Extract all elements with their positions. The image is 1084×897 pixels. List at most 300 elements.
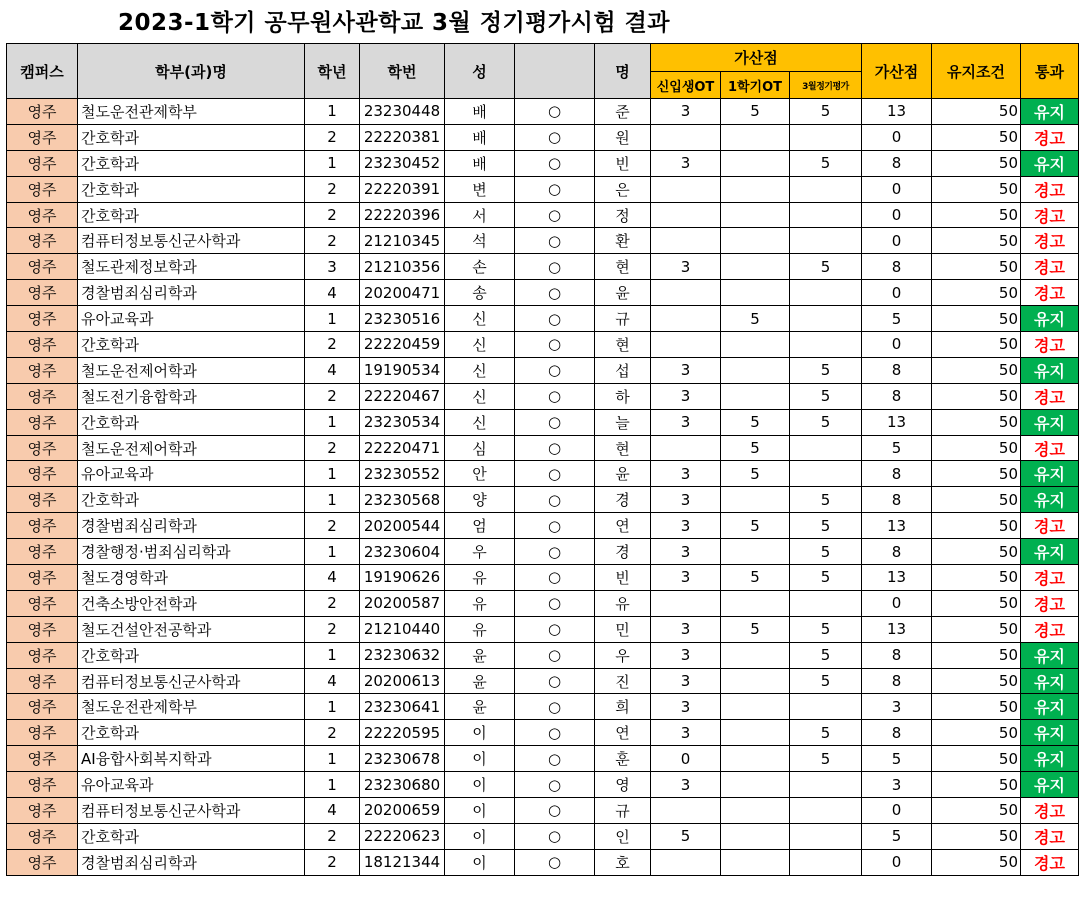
grade-cell: 4 [305, 668, 360, 694]
bonus-march-exam-cell [790, 306, 862, 332]
bonus-march-exam-cell [790, 332, 862, 358]
bonus-freshman-ot-cell: 0 [651, 746, 721, 772]
table-row [7, 823, 1079, 849]
campus-cell: 영주 [7, 616, 78, 642]
bonus-freshman-ot-cell: 3 [651, 642, 721, 668]
keep-condition-cell: 50 [932, 642, 1021, 668]
pass-status-cell: 경고 [1021, 332, 1079, 358]
keep-condition-cell: 50 [932, 539, 1021, 565]
table-row [7, 306, 1079, 332]
masked-name-cell: ○ [515, 616, 595, 642]
bonus-march-exam-cell [790, 435, 862, 461]
bonus-march-exam-cell: 5 [790, 565, 862, 591]
given-name-cell: 환 [595, 228, 651, 254]
dept-cell: 간호학과 [78, 487, 305, 513]
student-id-cell: 22220459 [360, 332, 445, 358]
student-id-cell: 22220396 [360, 202, 445, 228]
bonus-march-exam-cell: 5 [790, 720, 862, 746]
grade-cell: 2 [305, 176, 360, 202]
bonus-semester-ot-cell: 5 [721, 616, 790, 642]
surname-cell: 우 [445, 539, 515, 565]
masked-name-cell: ○ [515, 332, 595, 358]
given-name-cell: 하 [595, 383, 651, 409]
bonus-freshman-ot-cell [651, 435, 721, 461]
table-row [7, 487, 1079, 513]
bonus-freshman-ot-cell: 5 [651, 823, 721, 849]
surname-cell: 변 [445, 176, 515, 202]
surname-cell: 이 [445, 798, 515, 824]
dept-cell: 간호학과 [78, 332, 305, 358]
masked-name-cell: ○ [515, 513, 595, 539]
surname-cell: 신 [445, 306, 515, 332]
dept-cell: 컴퓨터정보통신군사학과 [78, 798, 305, 824]
pass-status-cell: 유지 [1021, 772, 1079, 798]
dept-cell: 철도운전제어학과 [78, 435, 305, 461]
bonus-total-cell: 0 [862, 849, 932, 875]
bonus-march-exam-cell: 5 [790, 99, 862, 125]
keep-condition-cell: 50 [932, 590, 1021, 616]
bonus-freshman-ot-cell: 3 [651, 461, 721, 487]
surname-cell: 이 [445, 849, 515, 875]
given-name-cell: 호 [595, 849, 651, 875]
bonus-total-cell: 5 [862, 746, 932, 772]
student-id-cell: 22220471 [360, 435, 445, 461]
bonus-semester-ot-cell [721, 823, 790, 849]
surname-cell: 신 [445, 383, 515, 409]
pass-status-cell: 경고 [1021, 383, 1079, 409]
surname-cell: 유 [445, 565, 515, 591]
bonus-freshman-ot-cell: 3 [651, 694, 721, 720]
table-row [7, 383, 1079, 409]
surname-cell: 유 [445, 590, 515, 616]
keep-condition-cell: 50 [932, 823, 1021, 849]
bonus-march-exam-cell [790, 823, 862, 849]
student-id-cell: 21210356 [360, 254, 445, 280]
bonus-total-cell: 13 [862, 616, 932, 642]
pass-status-cell: 경고 [1021, 823, 1079, 849]
campus-cell: 영주 [7, 435, 78, 461]
bonus-semester-ot-cell [721, 668, 790, 694]
given-name-cell: 연 [595, 513, 651, 539]
header-given-name: 명 [595, 44, 651, 99]
campus-cell: 영주 [7, 565, 78, 591]
bonus-march-exam-cell [790, 590, 862, 616]
bonus-total-cell: 5 [862, 823, 932, 849]
bonus-semester-ot-cell [721, 383, 790, 409]
masked-name-cell: ○ [515, 668, 595, 694]
surname-cell: 양 [445, 487, 515, 513]
dept-cell: 간호학과 [78, 642, 305, 668]
table-row [7, 202, 1079, 228]
dept-cell: 철도전기융합학과 [78, 383, 305, 409]
campus-cell: 영주 [7, 668, 78, 694]
masked-name-cell: ○ [515, 176, 595, 202]
given-name-cell: 규 [595, 798, 651, 824]
student-id-cell: 23230568 [360, 487, 445, 513]
grade-cell: 1 [305, 539, 360, 565]
bonus-freshman-ot-cell: 3 [651, 720, 721, 746]
bonus-march-exam-cell: 5 [790, 254, 862, 280]
bonus-march-exam-cell: 5 [790, 487, 862, 513]
given-name-cell: 윤 [595, 461, 651, 487]
campus-cell: 영주 [7, 823, 78, 849]
pass-status-cell: 유지 [1021, 150, 1079, 176]
table-row [7, 461, 1079, 487]
given-name-cell: 정 [595, 202, 651, 228]
table-row [7, 280, 1079, 306]
grade-cell: 1 [305, 694, 360, 720]
keep-condition-cell: 50 [932, 616, 1021, 642]
pass-status-cell: 유지 [1021, 694, 1079, 720]
header-blank [515, 44, 595, 99]
bonus-march-exam-cell: 5 [790, 668, 862, 694]
given-name-cell: 인 [595, 823, 651, 849]
masked-name-cell: ○ [515, 849, 595, 875]
table-row [7, 539, 1079, 565]
campus-cell: 영주 [7, 746, 78, 772]
keep-condition-cell: 50 [932, 99, 1021, 125]
campus-cell: 영주 [7, 409, 78, 435]
pass-status-cell: 경고 [1021, 435, 1079, 461]
header-campus: 캠퍼스 [7, 44, 78, 99]
student-id-cell: 23230448 [360, 99, 445, 125]
given-name-cell: 빈 [595, 565, 651, 591]
grade-cell: 2 [305, 616, 360, 642]
dept-cell: 경찰범죄심리학과 [78, 849, 305, 875]
bonus-march-exam-cell [790, 280, 862, 306]
bonus-march-exam-cell: 5 [790, 383, 862, 409]
bonus-total-cell: 0 [862, 280, 932, 306]
surname-cell: 엄 [445, 513, 515, 539]
bonus-semester-ot-cell: 5 [721, 306, 790, 332]
masked-name-cell: ○ [515, 228, 595, 254]
bonus-semester-ot-cell [721, 642, 790, 668]
campus-cell: 영주 [7, 798, 78, 824]
masked-name-cell: ○ [515, 694, 595, 720]
grade-cell: 1 [305, 99, 360, 125]
grade-cell: 2 [305, 435, 360, 461]
bonus-semester-ot-cell: 5 [721, 409, 790, 435]
table-row [7, 694, 1079, 720]
given-name-cell: 진 [595, 668, 651, 694]
bonus-total-cell: 8 [862, 668, 932, 694]
keep-condition-cell: 50 [932, 772, 1021, 798]
surname-cell: 이 [445, 823, 515, 849]
grade-cell: 2 [305, 202, 360, 228]
header-grade: 학년 [305, 44, 360, 99]
grade-cell: 1 [305, 306, 360, 332]
student-id-cell: 22220623 [360, 823, 445, 849]
surname-cell: 송 [445, 280, 515, 306]
given-name-cell: 우 [595, 642, 651, 668]
given-name-cell: 현 [595, 435, 651, 461]
page-title: 2023-1학기 공무원사관학교 3월 정기평가시험 결과 [118, 10, 671, 36]
given-name-cell: 늘 [595, 409, 651, 435]
header-bonus-march-exam: 3월정기평가 [790, 72, 862, 99]
bonus-semester-ot-cell [721, 280, 790, 306]
surname-cell: 손 [445, 254, 515, 280]
bonus-freshman-ot-cell [651, 202, 721, 228]
student-id-cell: 22220391 [360, 176, 445, 202]
bonus-march-exam-cell: 5 [790, 539, 862, 565]
table-row [7, 409, 1079, 435]
surname-cell: 심 [445, 435, 515, 461]
pass-status-cell: 유지 [1021, 668, 1079, 694]
bonus-total-cell: 13 [862, 99, 932, 125]
bonus-total-cell: 8 [862, 150, 932, 176]
bonus-total-cell: 5 [862, 435, 932, 461]
bonus-semester-ot-cell [721, 772, 790, 798]
bonus-march-exam-cell: 5 [790, 150, 862, 176]
pass-status-cell: 경고 [1021, 513, 1079, 539]
student-id-cell: 23230678 [360, 746, 445, 772]
grade-cell: 4 [305, 798, 360, 824]
pass-status-cell: 유지 [1021, 539, 1079, 565]
pass-status-cell: 경고 [1021, 280, 1079, 306]
grade-cell: 1 [305, 642, 360, 668]
bonus-freshman-ot-cell: 3 [651, 487, 721, 513]
given-name-cell: 현 [595, 254, 651, 280]
campus-cell: 영주 [7, 539, 78, 565]
masked-name-cell: ○ [515, 202, 595, 228]
pass-status-cell: 경고 [1021, 202, 1079, 228]
bonus-semester-ot-cell [721, 487, 790, 513]
given-name-cell: 유 [595, 590, 651, 616]
grade-cell: 4 [305, 565, 360, 591]
header-dept: 학부(과)명 [78, 44, 305, 99]
bonus-total-cell: 0 [862, 202, 932, 228]
campus-cell: 영주 [7, 228, 78, 254]
grade-cell: 1 [305, 487, 360, 513]
bonus-total-cell: 8 [862, 461, 932, 487]
pass-status-cell: 유지 [1021, 461, 1079, 487]
bonus-freshman-ot-cell: 3 [651, 409, 721, 435]
surname-cell: 이 [445, 746, 515, 772]
table-row [7, 746, 1079, 772]
keep-condition-cell: 50 [932, 409, 1021, 435]
grade-cell: 2 [305, 590, 360, 616]
masked-name-cell: ○ [515, 746, 595, 772]
student-id-cell: 22220381 [360, 124, 445, 150]
dept-cell: 철도운전관제학부 [78, 694, 305, 720]
surname-cell: 서 [445, 202, 515, 228]
keep-condition-cell: 50 [932, 565, 1021, 591]
grade-cell: 2 [305, 124, 360, 150]
given-name-cell: 희 [595, 694, 651, 720]
table-row [7, 513, 1079, 539]
pass-status-cell: 경고 [1021, 228, 1079, 254]
student-id-cell: 20200613 [360, 668, 445, 694]
campus-cell: 영주 [7, 280, 78, 306]
bonus-total-cell: 13 [862, 565, 932, 591]
bonus-total-cell: 0 [862, 798, 932, 824]
bonus-total-cell: 0 [862, 332, 932, 358]
surname-cell: 배 [445, 99, 515, 125]
bonus-freshman-ot-cell: 3 [651, 539, 721, 565]
table-row [7, 565, 1079, 591]
header-bonus-freshman-ot: 신입생OT [651, 72, 721, 99]
dept-cell: 유아교육과 [78, 306, 305, 332]
bonus-march-exam-cell [790, 176, 862, 202]
table-row [7, 668, 1079, 694]
campus-cell: 영주 [7, 332, 78, 358]
surname-cell: 배 [445, 150, 515, 176]
bonus-total-cell: 8 [862, 720, 932, 746]
surname-cell: 신 [445, 409, 515, 435]
bonus-march-exam-cell: 5 [790, 746, 862, 772]
keep-condition-cell: 50 [932, 849, 1021, 875]
bonus-freshman-ot-cell [651, 590, 721, 616]
surname-cell: 유 [445, 616, 515, 642]
bonus-semester-ot-cell [721, 357, 790, 383]
bonus-march-exam-cell: 5 [790, 357, 862, 383]
student-id-cell: 22220467 [360, 383, 445, 409]
bonus-freshman-ot-cell: 3 [651, 150, 721, 176]
bonus-freshman-ot-cell: 3 [651, 357, 721, 383]
keep-condition-cell: 50 [932, 513, 1021, 539]
dept-cell: 간호학과 [78, 150, 305, 176]
keep-condition-cell: 50 [932, 150, 1021, 176]
bonus-freshman-ot-cell: 3 [651, 383, 721, 409]
bonus-semester-ot-cell: 5 [721, 99, 790, 125]
pass-status-cell: 유지 [1021, 642, 1079, 668]
student-id-cell: 19190534 [360, 357, 445, 383]
pass-status-cell: 유지 [1021, 99, 1079, 125]
grade-cell: 1 [305, 746, 360, 772]
bonus-march-exam-cell [790, 798, 862, 824]
table-row [7, 616, 1079, 642]
student-id-cell: 19190626 [360, 565, 445, 591]
grade-cell: 2 [305, 332, 360, 358]
masked-name-cell: ○ [515, 150, 595, 176]
dept-cell: 철도운전제어학과 [78, 357, 305, 383]
dept-cell: 컴퓨터정보통신군사학과 [78, 228, 305, 254]
given-name-cell: 규 [595, 306, 651, 332]
pass-status-cell: 경고 [1021, 616, 1079, 642]
bonus-semester-ot-cell [721, 720, 790, 746]
keep-condition-cell: 50 [932, 228, 1021, 254]
bonus-total-cell: 8 [862, 254, 932, 280]
bonus-freshman-ot-cell: 3 [651, 668, 721, 694]
bonus-semester-ot-cell [721, 254, 790, 280]
given-name-cell: 원 [595, 124, 651, 150]
bonus-total-cell: 0 [862, 176, 932, 202]
student-id-cell: 18121344 [360, 849, 445, 875]
table-row [7, 254, 1079, 280]
bonus-semester-ot-cell: 5 [721, 435, 790, 461]
bonus-semester-ot-cell [721, 124, 790, 150]
campus-cell: 영주 [7, 99, 78, 125]
student-id-cell: 23230516 [360, 306, 445, 332]
bonus-semester-ot-cell [721, 539, 790, 565]
campus-cell: 영주 [7, 306, 78, 332]
grade-cell: 2 [305, 513, 360, 539]
masked-name-cell: ○ [515, 124, 595, 150]
given-name-cell: 빈 [595, 150, 651, 176]
bonus-freshman-ot-cell [651, 228, 721, 254]
student-id-cell: 23230552 [360, 461, 445, 487]
page-title-bar [0, 0, 1084, 42]
student-id-cell: 23230534 [360, 409, 445, 435]
masked-name-cell: ○ [515, 409, 595, 435]
bonus-total-cell: 0 [862, 124, 932, 150]
grade-cell: 4 [305, 357, 360, 383]
masked-name-cell: ○ [515, 565, 595, 591]
pass-status-cell: 경고 [1021, 124, 1079, 150]
campus-cell: 영주 [7, 202, 78, 228]
surname-cell: 윤 [445, 694, 515, 720]
campus-cell: 영주 [7, 150, 78, 176]
given-name-cell: 민 [595, 616, 651, 642]
dept-cell: 간호학과 [78, 176, 305, 202]
given-name-cell: 경 [595, 539, 651, 565]
masked-name-cell: ○ [515, 254, 595, 280]
dept-cell: 경찰범죄심리학과 [78, 280, 305, 306]
keep-condition-cell: 50 [932, 306, 1021, 332]
surname-cell: 석 [445, 228, 515, 254]
dept-cell: 간호학과 [78, 409, 305, 435]
masked-name-cell: ○ [515, 487, 595, 513]
bonus-freshman-ot-cell: 3 [651, 513, 721, 539]
student-id-cell: 21210440 [360, 616, 445, 642]
bonus-march-exam-cell [790, 202, 862, 228]
grade-cell: 2 [305, 720, 360, 746]
bonus-march-exam-cell [790, 849, 862, 875]
campus-cell: 영주 [7, 357, 78, 383]
keep-condition-cell: 50 [932, 487, 1021, 513]
dept-cell: 철도건설안전공학과 [78, 616, 305, 642]
header-surname: 성 [445, 44, 515, 99]
masked-name-cell: ○ [515, 383, 595, 409]
header-pass: 통과 [1021, 44, 1079, 99]
campus-cell: 영주 [7, 487, 78, 513]
header-student-id: 학번 [360, 44, 445, 99]
grade-cell: 1 [305, 772, 360, 798]
dept-cell: 간호학과 [78, 720, 305, 746]
given-name-cell: 준 [595, 99, 651, 125]
bonus-freshman-ot-cell [651, 849, 721, 875]
bonus-semester-ot-cell [721, 176, 790, 202]
bonus-freshman-ot-cell [651, 306, 721, 332]
campus-cell: 영주 [7, 513, 78, 539]
table-row [7, 435, 1079, 461]
bonus-semester-ot-cell [721, 202, 790, 228]
bonus-march-exam-cell [790, 772, 862, 798]
campus-cell: 영주 [7, 590, 78, 616]
student-id-cell: 23230641 [360, 694, 445, 720]
pass-status-cell: 경고 [1021, 798, 1079, 824]
table-row [7, 357, 1079, 383]
bonus-march-exam-cell [790, 124, 862, 150]
table-row [7, 228, 1079, 254]
pass-status-cell: 유지 [1021, 357, 1079, 383]
masked-name-cell: ○ [515, 720, 595, 746]
keep-condition-cell: 50 [932, 202, 1021, 228]
grade-cell: 3 [305, 254, 360, 280]
given-name-cell: 현 [595, 332, 651, 358]
keep-condition-cell: 50 [932, 694, 1021, 720]
surname-cell: 배 [445, 124, 515, 150]
grade-cell: 1 [305, 461, 360, 487]
bonus-total-cell: 13 [862, 513, 932, 539]
keep-condition-cell: 50 [932, 176, 1021, 202]
results-table [6, 43, 1079, 876]
masked-name-cell: ○ [515, 798, 595, 824]
table-row [7, 772, 1079, 798]
bonus-total-cell: 5 [862, 306, 932, 332]
student-id-cell: 22220595 [360, 720, 445, 746]
pass-status-cell: 유지 [1021, 487, 1079, 513]
